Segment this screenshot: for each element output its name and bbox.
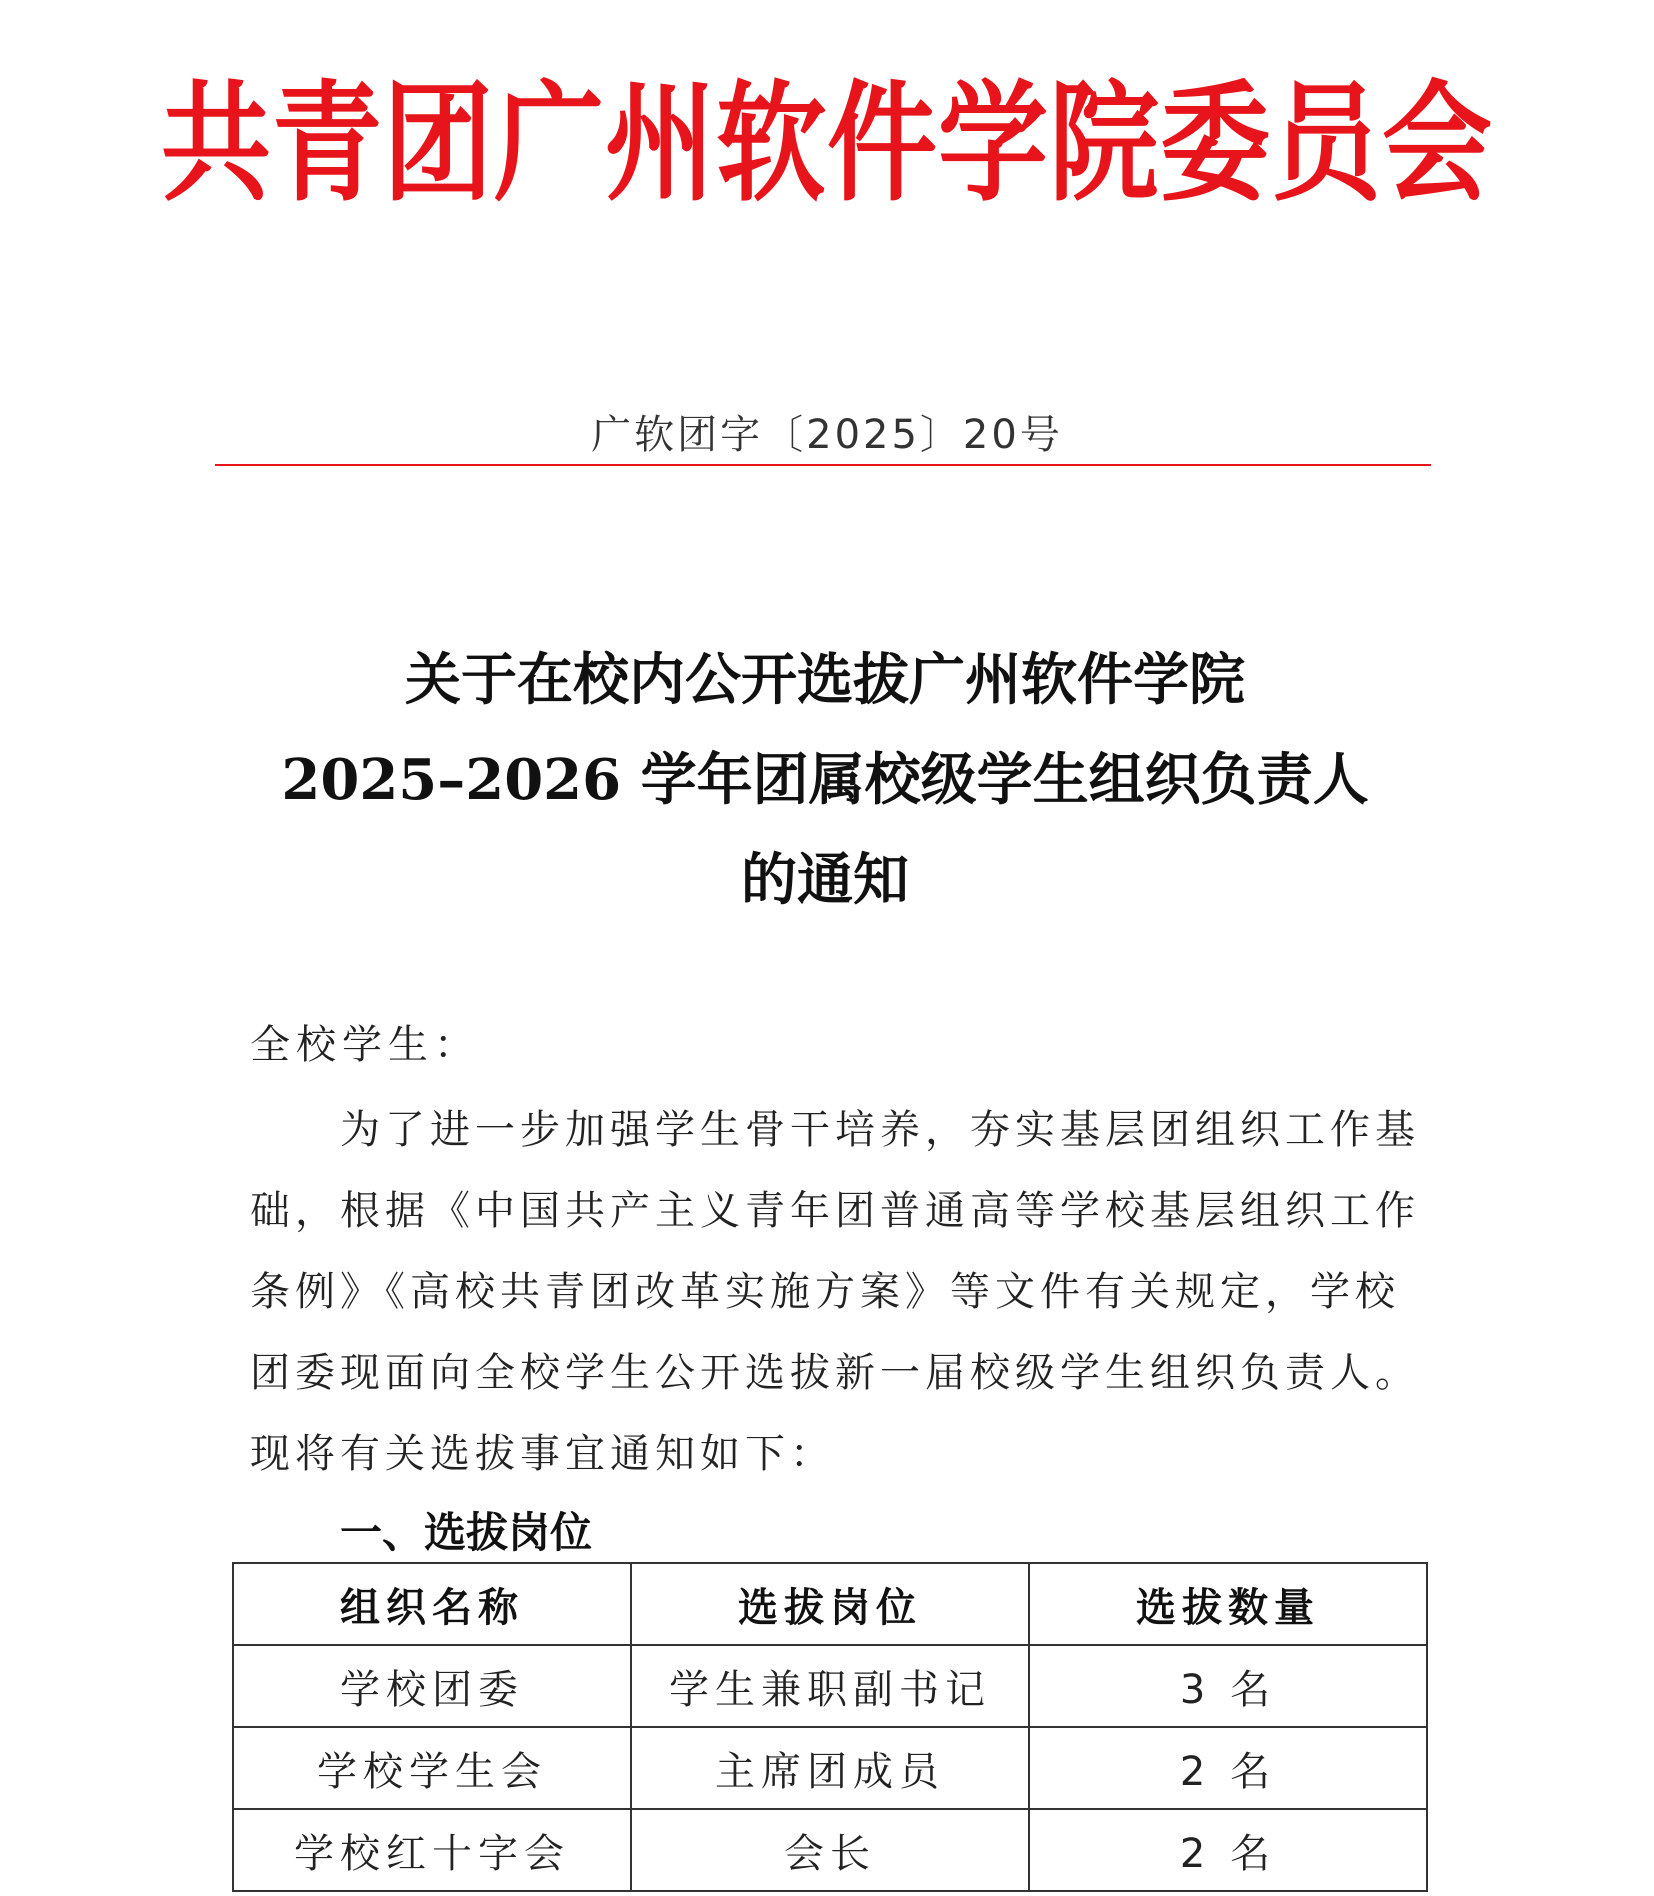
title-line-3: 的通知 [741, 847, 909, 913]
title-line-2: 2025–2026 学年团属校级学生组织负责人 [281, 747, 1369, 813]
body-line: 团委现面向全校学生公开选拔新一届校级学生组织负责人。 [250, 1350, 1420, 1396]
red-divider-line [215, 464, 1431, 466]
table-cell: 主席团成员 [631, 1727, 1029, 1809]
body-line: 现将有关选拔事宜通知如下： [250, 1431, 835, 1477]
body-line: 础，根据《中国共产主义青年团普通高等学校基层组织工作 [250, 1188, 1420, 1234]
table-header-cell: 选拔数量 [1029, 1563, 1427, 1645]
table-cell: 学校红十字会 [233, 1809, 631, 1891]
salutation: 全校学生： [250, 1022, 480, 1068]
body-line: 为了进一步加强学生骨干培养，夯实基层团组织工作基 [340, 1107, 1420, 1153]
table-cell: 2 名 [1029, 1809, 1427, 1891]
organization-header: 共青团广州软件学院委员会 [161, 66, 1493, 220]
title-line-1: 关于在校内公开选拔广州软件学院 [405, 647, 1245, 713]
table-cell: 学校学生会 [233, 1727, 631, 1809]
table-cell: 会长 [631, 1809, 1029, 1891]
table-row [233, 1727, 1427, 1809]
table-header-cell: 选拔岗位 [631, 1563, 1029, 1645]
table-row [233, 1809, 1427, 1891]
body-paragraph [250, 1090, 1420, 1495]
section-heading: 一、选拔岗位 [340, 1508, 593, 1557]
document-title [200, 630, 1450, 930]
table-cell: 学校团委 [233, 1645, 631, 1727]
table-cell: 2 名 [1029, 1727, 1427, 1809]
table-row [233, 1645, 1427, 1727]
table-cell: 3 名 [1029, 1645, 1427, 1727]
table-header-row [233, 1563, 1427, 1645]
body-line: 条例》《高校共青团改革实施方案》等文件有关规定，学校 [250, 1269, 1400, 1315]
document-number: 广软团字〔2025〕20号 [591, 412, 1063, 458]
table-header-cell: 组织名称 [233, 1563, 631, 1645]
positions-table [232, 1562, 1428, 1892]
table-cell: 学生兼职副书记 [631, 1645, 1029, 1727]
